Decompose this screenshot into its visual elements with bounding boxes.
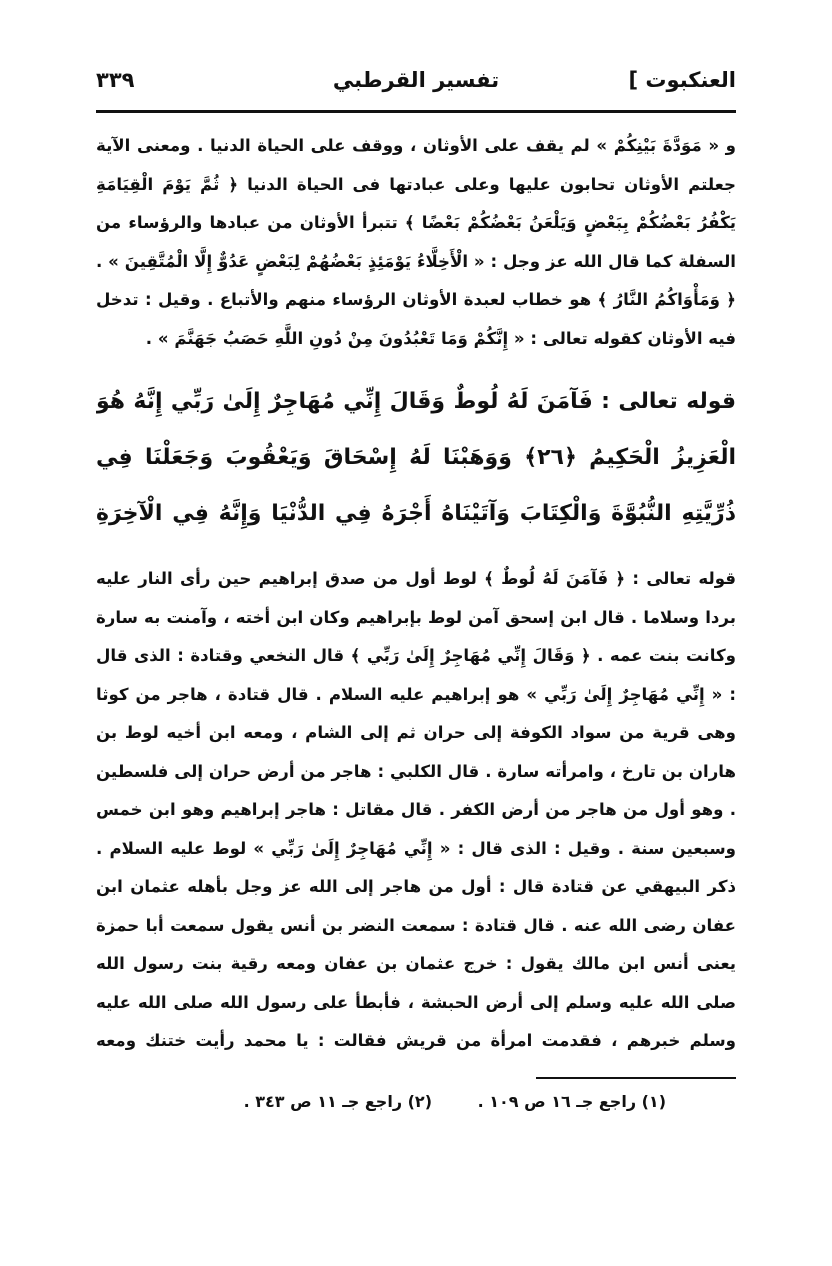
footnotes [96, 1089, 736, 1115]
commentary-paragraph-1: و « مَوَدَّةَ بَيْنِكُمْ » لم يقف على الأوثان ، ووقف على الحياة الدنيا . ومعنى الآية جعلتم الأوثان تحابون عليها وعلى عبادتها فى الحياة الدنيا ﴿ ثُمَّ يَوْمَ الْقِيَامَةِ يَكْفُرُ بَعْضُكُمْ بِبَعْضٍ وَيَلْعَنُ بَعْضُكُمْ بَعْضًا ﴾ تتبرأ الأوثان من عبادها والرؤساء من السفلة كما قال الله عز وجل : « الْأَخِلَّاءُ يَوْمَئِذٍ بَعْضُهُمْ لِبَعْضٍ عَدُوٌّ إِلَّا الْمُتَّقِينَ » . ﴿ وَمَأْوَاكُمُ النَّارُ ﴾ هو خطاب لعبدة الأوثان الرؤساء منهم والأتباع . وقيل : تدخل فيه الأوثان كقوله تعالى : « إِنَّكُمْ وَمَا تَعْبُدُونَ مِنْ دُونِ اللَّهِ حَصَبُ جَهَنَّمَ » . [96, 136, 736, 348]
book-title: تفسير القرطبي [332, 68, 500, 92]
page-header [96, 58, 736, 113]
page-number: ٣٣٩ [96, 68, 135, 92]
surah-name: العنكبوت ] [628, 68, 736, 92]
footnote-1: (١) راجع جـ ١٦ ص ١٠٩ . [477, 1092, 666, 1111]
page-body [96, 127, 736, 1065]
quran-verse-block: قوله تعالى : فَآمَنَ لَهُ لُوطٌ وَقَالَ إِنِّي مُهَاجِرٌ إِلَىٰ رَبِّي إِنَّهُ هُوَ الْعَزِيزُ الْحَكِيمُ ﴿٢٦﴾ وَوَهَبْنَا لَهُ إِسْحَاقَ وَيَعْقُوبَ وَجَعَلْنَا فِي ذُرِّيَّتِهِ النُّبُوَّةَ وَالْكِتَابَ وَآتَيْنَاهُ أَجْرَهُ فِي الدُّنْيَا وَإِنَّهُ فِي الْآخِرَةِ [96, 389, 736, 526]
commentary-paragraph-2: قوله تعالى : ﴿ فَآمَنَ لَهُ لُوطٌ ﴾ لوط أول من صدق إبراهيم حين رأى النار عليه بردا وسلاما . قال ابن إسحق آمن لوط بإبراهيم وكان ابن أخته ، وآمنت به سارة وكانت بنت عمه . ﴿ وَقَالَ إِنِّي مُهَاجِرٌ إِلَىٰ رَبِّي ﴾ قال النخعي وقتادة : الذى قال : « إِنِّي مُهَاجِرٌ إِلَىٰ رَبِّي » هو إبراهيم عليه السلام . قال قتادة ، هاجر من كوثا وهى قرية من سواد الكوفة إلى حران ثم إلى الشام ، ومعه ابن أخيه لوط بن هاران بن تارخ ، وامرأته سارة . قال الكلبي : هاجر من أرض حران إلى فلسطين . وهو أول من هاجر من أرض الكفر . قال مقاتل : هاجر إبراهيم وهو ابن خمس وسبعين سنة . وقيل : الذى قال : « إِنِّي مُهَاجِرٌ إِلَىٰ رَبِّي » لوط عليه السلام . ذكر البيهقي عن قتادة قال : أول من هاجر إلى الله عز وجل بأهله عثمان ابن عفان رضى الله عنه . قال قتادة : سمعت النضر بن أنس يقول سمعت أبا حمزة يعنى أنس ابن مالك يقول : خرج عثمان بن عفان ومعه رقية بنت رسول الله صلى الله عليه وسلم إلى أرض الحبشة ، فأبطأ على رسول الله صلى الله عليه وسلم خبرهم ، فقدمت امرأة من قريش فقالت : يا محمد رأيت ختنك ومعه [96, 569, 736, 1050]
footnote-2: (٢) راجع جـ ١١ ص ٣٤٣ . [243, 1092, 432, 1111]
footnote-divider [536, 1077, 736, 1079]
